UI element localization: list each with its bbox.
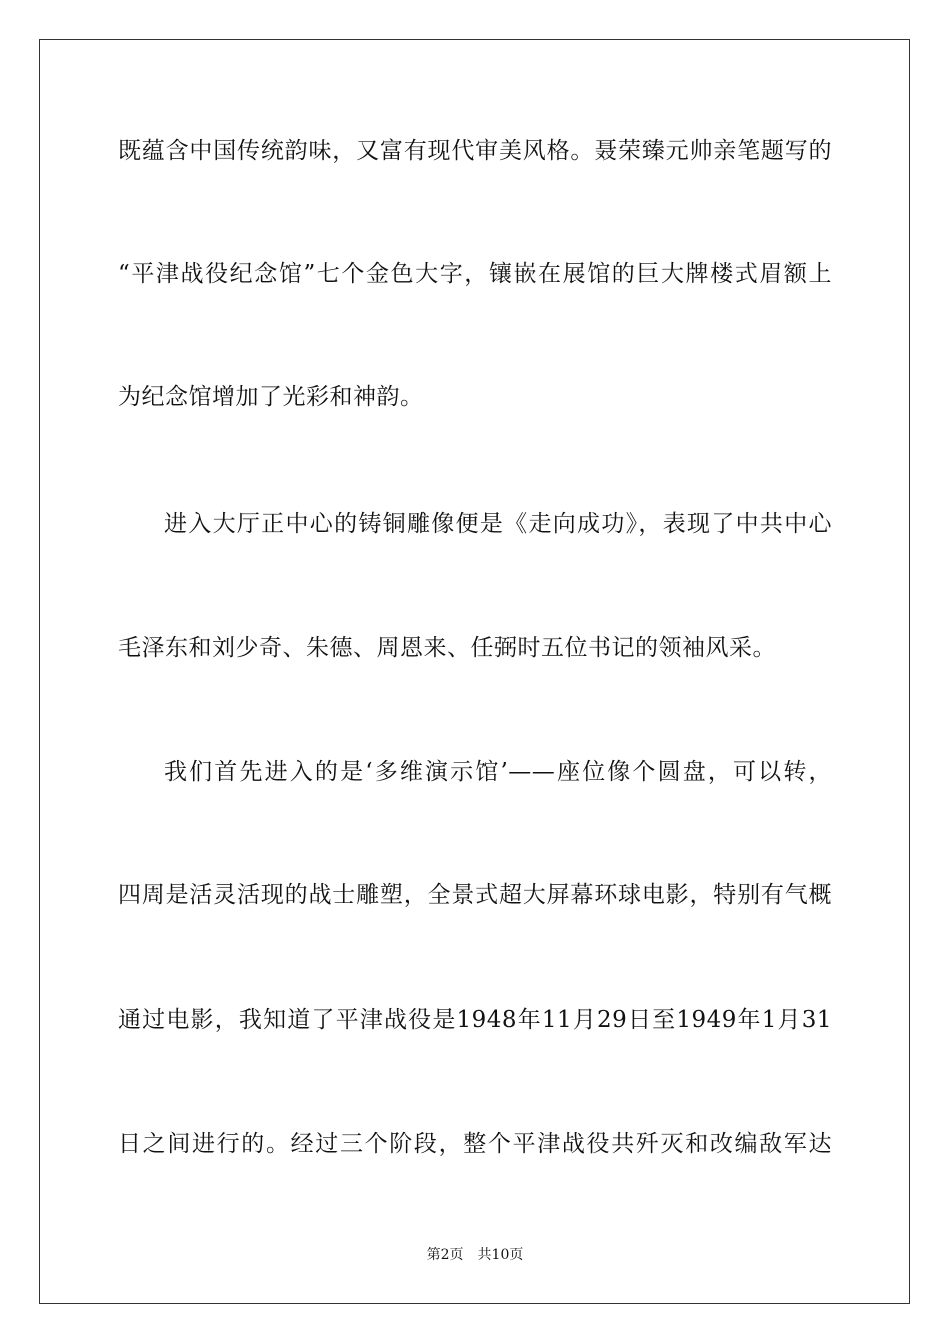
- text-line-9: 日之间进行的。经过三个阶段，整个平津战役共歼灭和改编敌军达: [118, 1131, 832, 1157]
- text-line-8: 通过电影，我知道了平津战役是1948年11月29日至1949年1月31: [118, 1007, 832, 1033]
- text-line-2: “平津战役纪念馆”七个金色大字，镶嵌在展馆的巨大牌楼式眉额上: [118, 261, 832, 287]
- text-line-7: 四周是活灵活现的战士雕塑，全景式超大屏幕环球电影，特别有气概: [118, 882, 832, 908]
- text-line-1: 既蕴含中国传统韵味，又富有现代审美风格。聂荣臻元帅亲笔题写的: [118, 138, 832, 164]
- text-line-3: 为纪念馆增加了光彩和神韵。: [118, 384, 424, 410]
- text-line-6: 我们首先进入的是‘多维演示馆’——座位像个圆盘，可以转，: [164, 759, 832, 785]
- page-footer: [0, 1246, 950, 1264]
- page-total: 共10页: [477, 1247, 524, 1263]
- text-line-5: 毛泽东和刘少奇、朱德、周恩来、任弼时五位书记的领袖风采。: [118, 635, 776, 661]
- text-line-4: 进入大厅正中心的铸铜雕像便是《走向成功》，表现了中共中心: [164, 511, 832, 537]
- page-number: 第2页: [426, 1247, 464, 1263]
- page-border: [39, 39, 910, 1304]
